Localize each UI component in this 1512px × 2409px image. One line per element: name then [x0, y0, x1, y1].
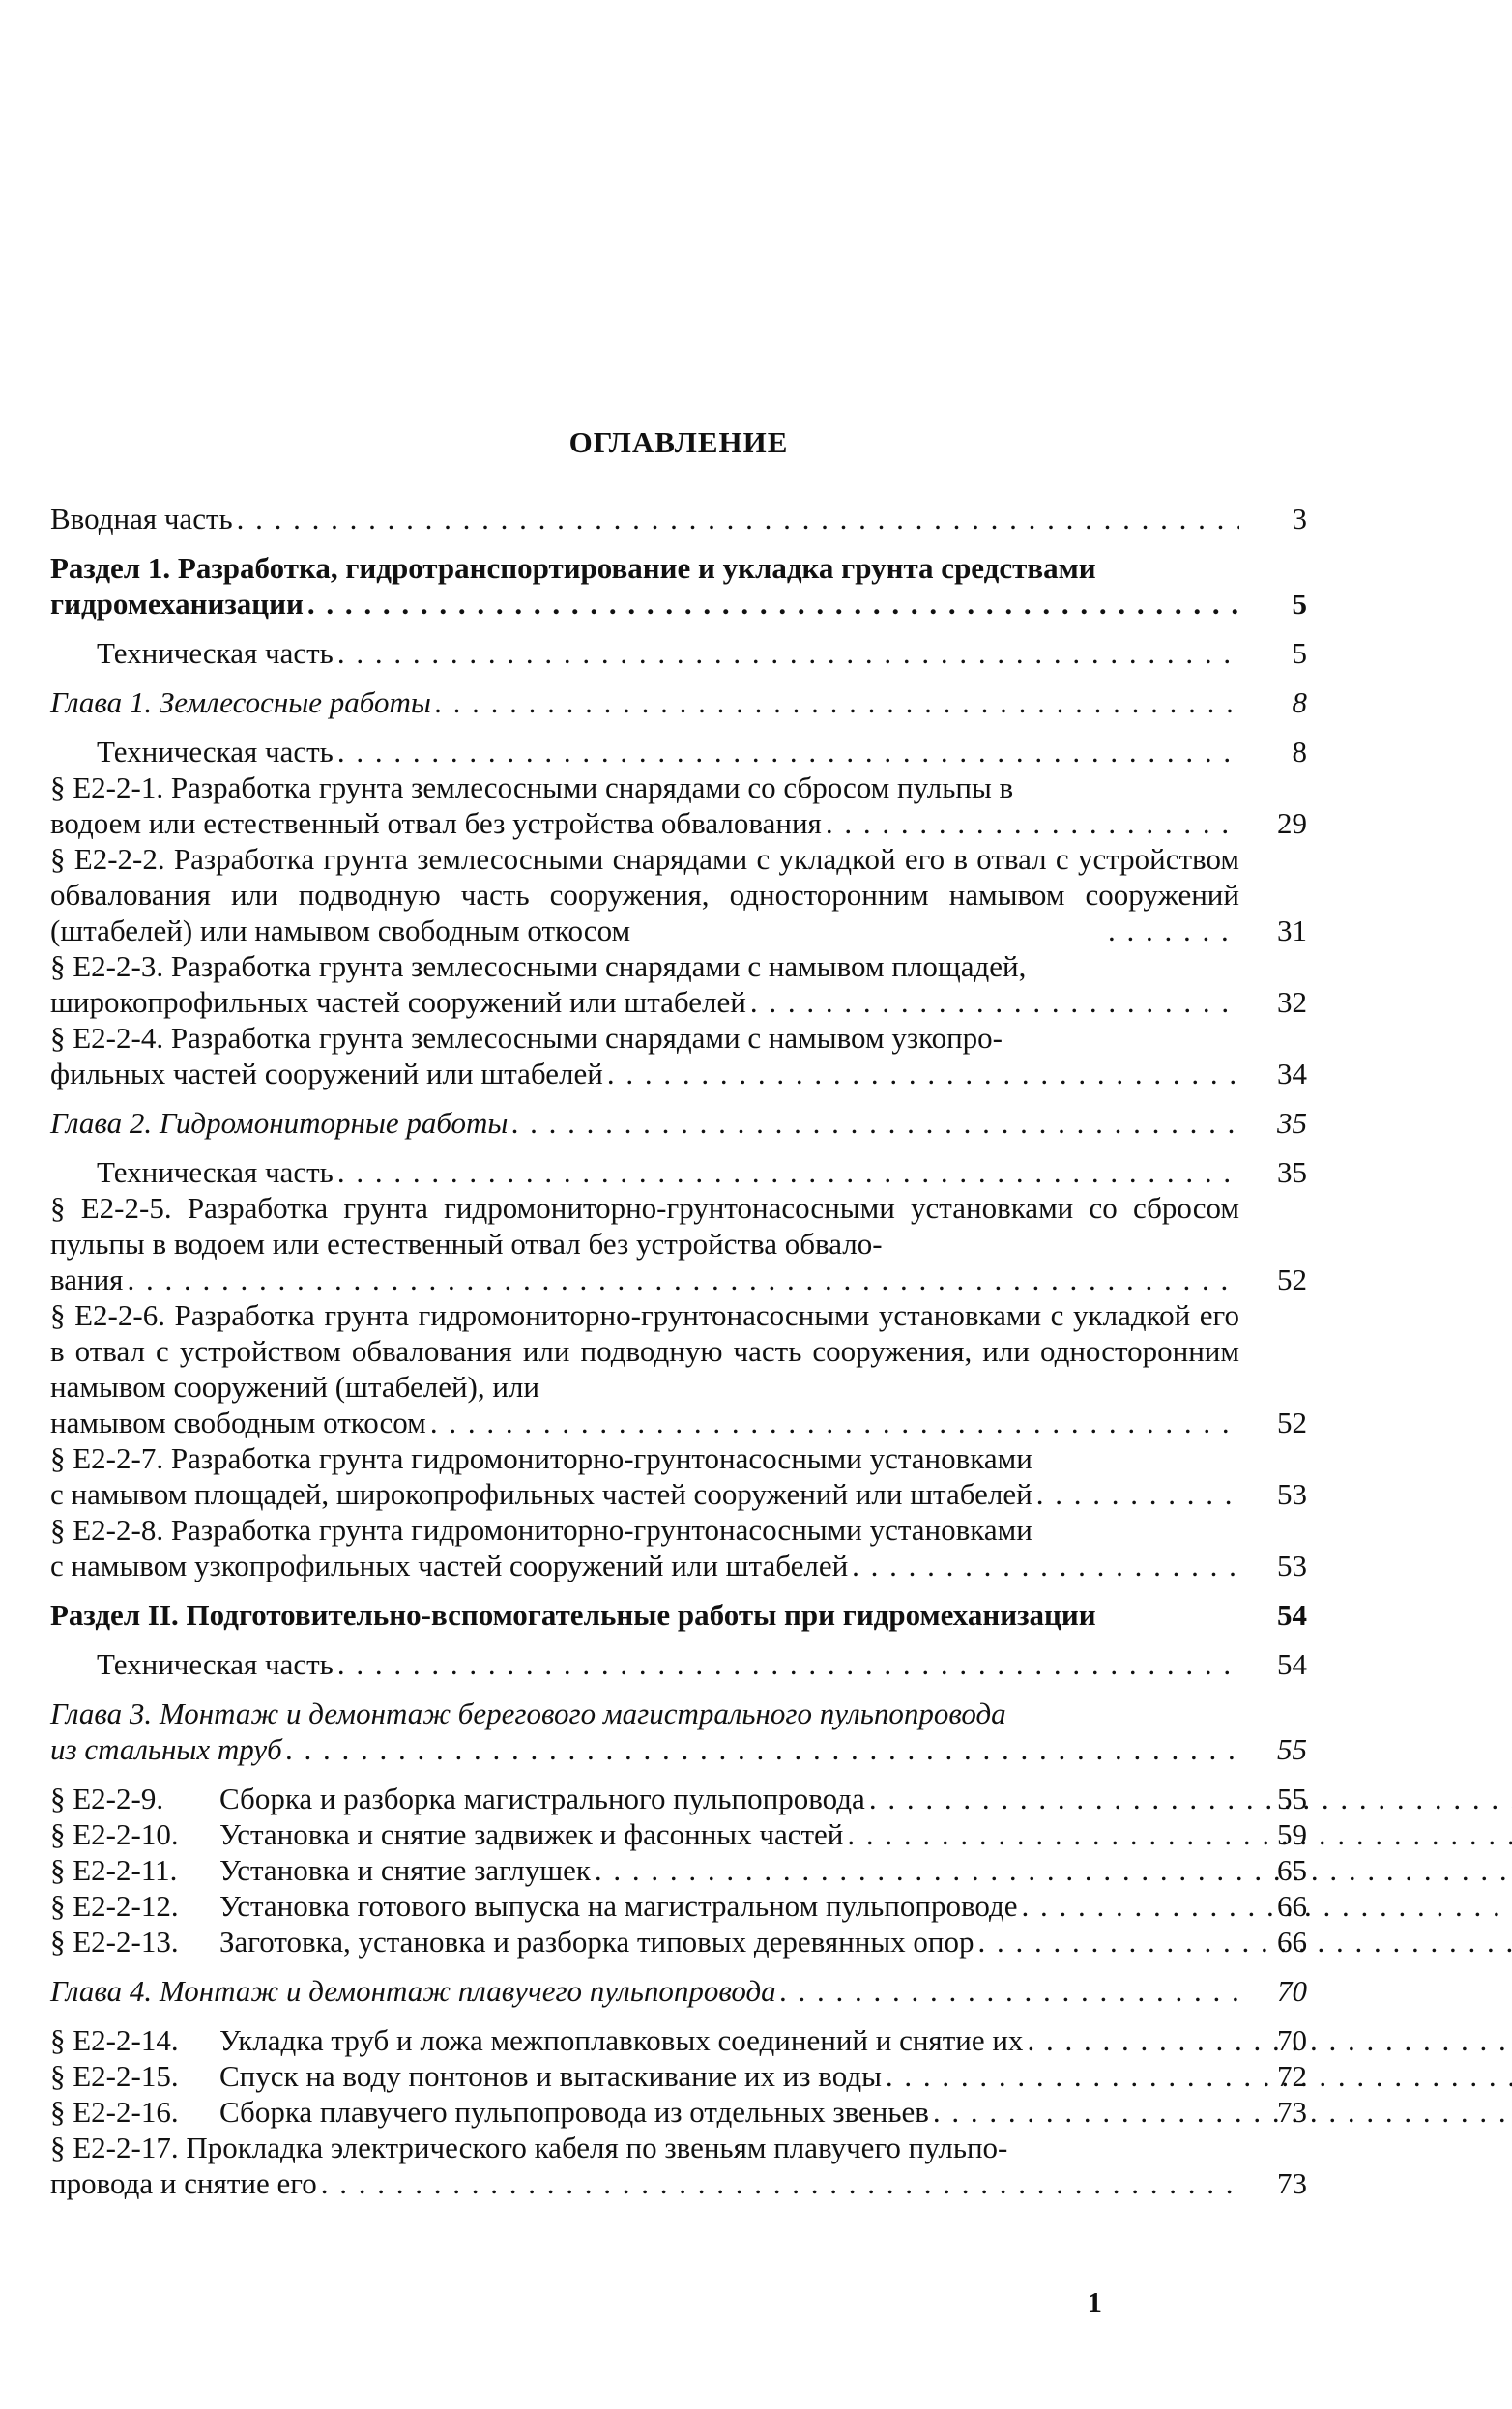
entry-last-line	[50, 1973, 1239, 2009]
page-number: 1	[1087, 2285, 1102, 2319]
entry-text: Сборка плавучего пульпопровода из отдельных звеньев	[219, 2095, 929, 2129]
page-ref: 73	[1277, 2166, 1307, 2200]
spacer	[50, 1682, 1307, 1696]
toc-entry[interactable]	[50, 635, 1307, 671]
toc-entry[interactable]	[50, 1190, 1307, 1297]
toc-entry[interactable]	[50, 1852, 1307, 1888]
entry-text: § Е2-2-8. Разработка грунта гидромониторно-грунтонасосными установками	[50, 1513, 1032, 1547]
entry-last-line	[219, 2022, 1512, 2058]
toc-entry[interactable]	[50, 684, 1307, 720]
toc-entry[interactable]	[50, 1781, 1307, 1816]
dot-leader	[886, 2058, 1512, 2094]
spacer	[50, 720, 1307, 734]
section-code: § Е2-2-15.	[50, 2059, 179, 2093]
entry-last-line	[50, 805, 1239, 841]
page-ref: 5	[1292, 636, 1307, 670]
toc-entry[interactable]	[50, 1297, 1307, 1440]
entry-last-line	[219, 1781, 1512, 1816]
entry-last-line	[219, 1888, 1512, 1924]
entry-last-line	[50, 1056, 1239, 1091]
entry-text: Установка готового выпуска на магистральном пульпопроводе	[219, 1889, 1018, 1923]
dot-leader	[780, 1973, 1239, 2009]
entry-last-line	[97, 635, 1239, 671]
numbered-entry	[50, 1888, 1239, 1924]
dot-leader	[127, 1262, 1239, 1297]
page-ref: 53	[1277, 1549, 1307, 1582]
page-ref: 8	[1292, 735, 1307, 769]
toc-entry[interactable]	[50, 1597, 1307, 1633]
entry-text: Вводная часть	[50, 502, 233, 536]
entry-last-line	[50, 1476, 1239, 1512]
entry-text: § Е2-2-6. Разработка грунта гидромониторно-грунтонасосными установками с укладкой его в отвал с устройством обвалования или подводную часть сооружения, или односторонним намывом сооружений (штабелей), или	[50, 1298, 1239, 1404]
toc-entry[interactable]	[50, 1646, 1307, 1682]
entry-text: § Е2-2-2. Разработка грунта землесосными снарядами с укладкой его в отвал с устройством обвалования или подводную часть сооружения, односторонним намывом сооружений (штабелей) или намывом свободным откосом	[50, 842, 1239, 947]
entry-text: широкопрофильных частей сооружений или штабелей	[50, 985, 746, 1019]
page-ref: 65	[1277, 1853, 1307, 1887]
toc-entry[interactable]	[50, 550, 1307, 622]
spacer	[50, 1141, 1307, 1154]
entry-text: Раздел 1. Разработка, гидротранспортирование и укладка грунта средствами	[50, 551, 1096, 585]
numbered-entry	[50, 1781, 1239, 1816]
toc-entry[interactable]	[50, 841, 1307, 948]
page-ref: 5	[1292, 587, 1307, 621]
dot-leader	[337, 1154, 1239, 1190]
dot-leader	[847, 1816, 1512, 1852]
entry-last-line	[97, 1154, 1239, 1190]
page-ref: 53	[1277, 1477, 1307, 1511]
page-ref: 70	[1277, 1974, 1307, 2008]
toc-entry[interactable]	[50, 2094, 1307, 2130]
numbered-entry	[50, 2094, 1239, 2130]
section-code: § Е2-2-12.	[50, 1889, 179, 1923]
entry-last-line	[50, 984, 1239, 1020]
section-code: § Е2-2-9.	[50, 1782, 164, 1815]
entry-last-line	[50, 684, 1239, 720]
page-ref: 73	[1277, 2095, 1307, 2129]
entry-text: намывом свободным откосом	[50, 1406, 426, 1439]
spacer	[50, 2009, 1307, 2022]
toc-entry[interactable]	[50, 948, 1307, 1020]
dot-leader	[826, 805, 1239, 841]
dot-leader	[337, 734, 1239, 769]
page-ref: 72	[1277, 2059, 1307, 2093]
entry-last-line	[50, 501, 1239, 537]
entry-text: Заготовка, установка и разборка типовых деревянных опор	[219, 1925, 974, 1959]
spacer	[50, 1767, 1307, 1781]
page-ref: 35	[1277, 1155, 1307, 1189]
page-ref: 32	[1277, 985, 1307, 1019]
entry-text: провода и снятие его	[50, 2166, 317, 2200]
toc-entry[interactable]	[50, 1105, 1307, 1141]
dot-leader	[286, 1731, 1239, 1767]
entry-text: § Е2-2-17. Прокладка электрического кабеля по звеньям плавучего пульпо-	[50, 2131, 1008, 2164]
dot-leader	[435, 684, 1239, 720]
toc-entry[interactable]	[50, 1154, 1307, 1190]
document-page	[50, 0, 1307, 2409]
dot-leader	[1108, 913, 1239, 948]
entry-last-line	[50, 586, 1239, 622]
toc-entry[interactable]	[50, 501, 1307, 537]
page-ref: 35	[1277, 1106, 1307, 1140]
entry-last-line	[50, 2165, 1239, 2201]
dot-leader	[933, 2094, 1512, 2130]
page-ref: 52	[1277, 1406, 1307, 1439]
entry-text: § Е2-2-3. Разработка грунта землесосными снарядами с намывом площадей,	[50, 949, 1027, 983]
entry-last-line	[50, 1105, 1239, 1141]
toc-entry[interactable]	[50, 1888, 1307, 1924]
numbered-entry	[50, 2058, 1239, 2094]
page-ref: 55	[1277, 1782, 1307, 1815]
numbered-entry	[50, 1852, 1239, 1888]
entry-text: из стальных труб	[50, 1732, 282, 1766]
dot-leader	[307, 586, 1239, 622]
dot-leader	[978, 1924, 1512, 1959]
page-ref: 66	[1277, 1889, 1307, 1923]
spacer	[50, 622, 1307, 635]
page-ref: 70	[1277, 2023, 1307, 2057]
entry-last-line	[219, 1852, 1512, 1888]
entry-text: § Е2-2-4. Разработка грунта землесосными снарядами с намывом узкопро-	[50, 1021, 1003, 1055]
section-code: § Е2-2-16.	[50, 2095, 179, 2129]
section-code: § Е2-2-10.	[50, 1817, 179, 1851]
entry-text: Раздел II. Подготовительно-вспомогательные работы при гидромеханизации	[50, 1598, 1096, 1632]
dot-leader	[607, 1056, 1239, 1091]
spacer	[50, 1633, 1307, 1646]
entry-text: Спуск на воду понтонов и вытаскивание их из воды	[219, 2059, 882, 2093]
toc-entry[interactable]	[50, 1973, 1307, 2009]
dot-leader	[750, 984, 1239, 1020]
entry-text: § Е2-2-1. Разработка грунта землесосными снарядами со сбросом пульпы в	[50, 770, 1014, 804]
entry-text: с намывом узкопрофильных частей сооружений или штабелей	[50, 1549, 849, 1582]
entry-text: Техническая часть	[97, 1155, 334, 1189]
page-ref: 3	[1292, 502, 1307, 536]
entry-text: фильных частей сооружений или штабелей	[50, 1057, 603, 1090]
entry-text: § Е2-2-7. Разработка грунта гидромониторно-грунтонасосными установками	[50, 1441, 1032, 1475]
section-code: § Е2-2-13.	[50, 1925, 179, 1959]
dot-leader	[852, 1548, 1239, 1583]
page-ref: 34	[1277, 1057, 1307, 1090]
toc-entry[interactable]	[50, 1696, 1307, 1767]
entry-text: Установка и снятие заглушек	[219, 1853, 591, 1887]
entry-last-line	[97, 734, 1239, 769]
spacer	[50, 1959, 1307, 1973]
entry-text: водоем или естественный отвал без устройства обвалования	[50, 806, 822, 840]
table-of-contents	[50, 501, 1307, 2201]
toc-entry[interactable]	[50, 2058, 1307, 2094]
entry-text: § Е2-2-5. Разработка грунта гидромониторно-грунтонасосными установками со сбросом пульпы в водоем или естественный отвал без устройства обвало-	[50, 1191, 1239, 1261]
entry-last-line	[219, 2094, 1512, 2130]
entry-last-line	[50, 1731, 1239, 1767]
spacer	[50, 1091, 1307, 1105]
section-code: § Е2-2-14.	[50, 2023, 179, 2057]
page-ref: 52	[1277, 1263, 1307, 1296]
entry-last-line	[50, 1548, 1239, 1583]
entry-text: Глава 2. Гидромониторные работы	[50, 1106, 509, 1140]
dot-leader	[595, 1852, 1512, 1888]
toc-entry[interactable]	[50, 2022, 1307, 2058]
toc-entry[interactable]	[50, 1020, 1307, 1091]
dot-leader	[321, 2165, 1239, 2201]
page-ref: 29	[1277, 806, 1307, 840]
page-ref: 59	[1277, 1817, 1307, 1851]
entry-last-line	[50, 1405, 1239, 1440]
spacer	[50, 537, 1307, 550]
entry-last-line	[219, 1924, 1512, 1959]
dot-leader	[430, 1405, 1239, 1440]
entry-text: Установка и снятие задвижек и фасонных частей	[219, 1817, 844, 1851]
entry-text: с намывом площадей, широкопрофильных частей сооружений или штабелей	[50, 1477, 1032, 1511]
toc-entry[interactable]	[50, 769, 1307, 841]
dot-leader	[337, 1646, 1239, 1682]
entry-text: Глава 1. Землесосные работы	[50, 685, 431, 719]
page-title: ОГЛАВЛЕНИЕ	[568, 425, 789, 459]
toc-entry[interactable]	[50, 1924, 1307, 1959]
entry-text: Сборка и разборка магистрального пульпопровода	[219, 1782, 865, 1815]
page-ref: 55	[1277, 1732, 1307, 1766]
toc-entry[interactable]	[50, 734, 1307, 769]
entry-text: Техническая часть	[97, 1647, 334, 1681]
toc-entry[interactable]	[50, 2130, 1307, 2201]
entry-last-line	[50, 1262, 1239, 1297]
spacer	[50, 671, 1307, 684]
page-ref: 31	[1277, 914, 1307, 947]
entry-text: вания	[50, 1263, 124, 1296]
page-ref: 54	[1277, 1647, 1307, 1681]
entry-last-line	[219, 2058, 1512, 2094]
numbered-entry	[50, 1816, 1239, 1852]
entry-text: Глава 4. Монтаж и демонтаж плавучего пульпопровода	[50, 1974, 776, 2008]
toc-entry[interactable]	[50, 1440, 1307, 1512]
page-ref: 66	[1277, 1925, 1307, 1959]
entry-text: гидромеханизации	[50, 587, 304, 621]
section-code: § Е2-2-11.	[50, 1853, 178, 1887]
entry-last-line	[219, 1816, 1512, 1852]
dot-leader	[511, 1105, 1239, 1141]
page-ref: 8	[1292, 685, 1307, 719]
numbered-entry	[50, 1924, 1239, 1959]
dot-leader	[337, 635, 1239, 671]
dot-leader	[237, 501, 1239, 537]
toc-entry[interactable]	[50, 1816, 1307, 1852]
entry-text: Техническая часть	[97, 636, 334, 670]
entry-text: Укладка труб и ложа межпоплавковых соединений и снятие их	[219, 2023, 1024, 2057]
entry-text: Техническая часть	[97, 735, 334, 769]
entry-last-line	[97, 1646, 1239, 1682]
page-ref: 54	[1277, 1598, 1307, 1632]
toc-entry[interactable]	[50, 1512, 1307, 1583]
dot-leader	[1036, 1476, 1239, 1512]
dot-leader	[869, 1781, 1512, 1816]
numbered-entry	[50, 2022, 1239, 2058]
entry-text: Глава 3. Монтаж и демонтаж берегового магистрального пульпопровода	[50, 1697, 1006, 1730]
spacer	[50, 1583, 1307, 1597]
